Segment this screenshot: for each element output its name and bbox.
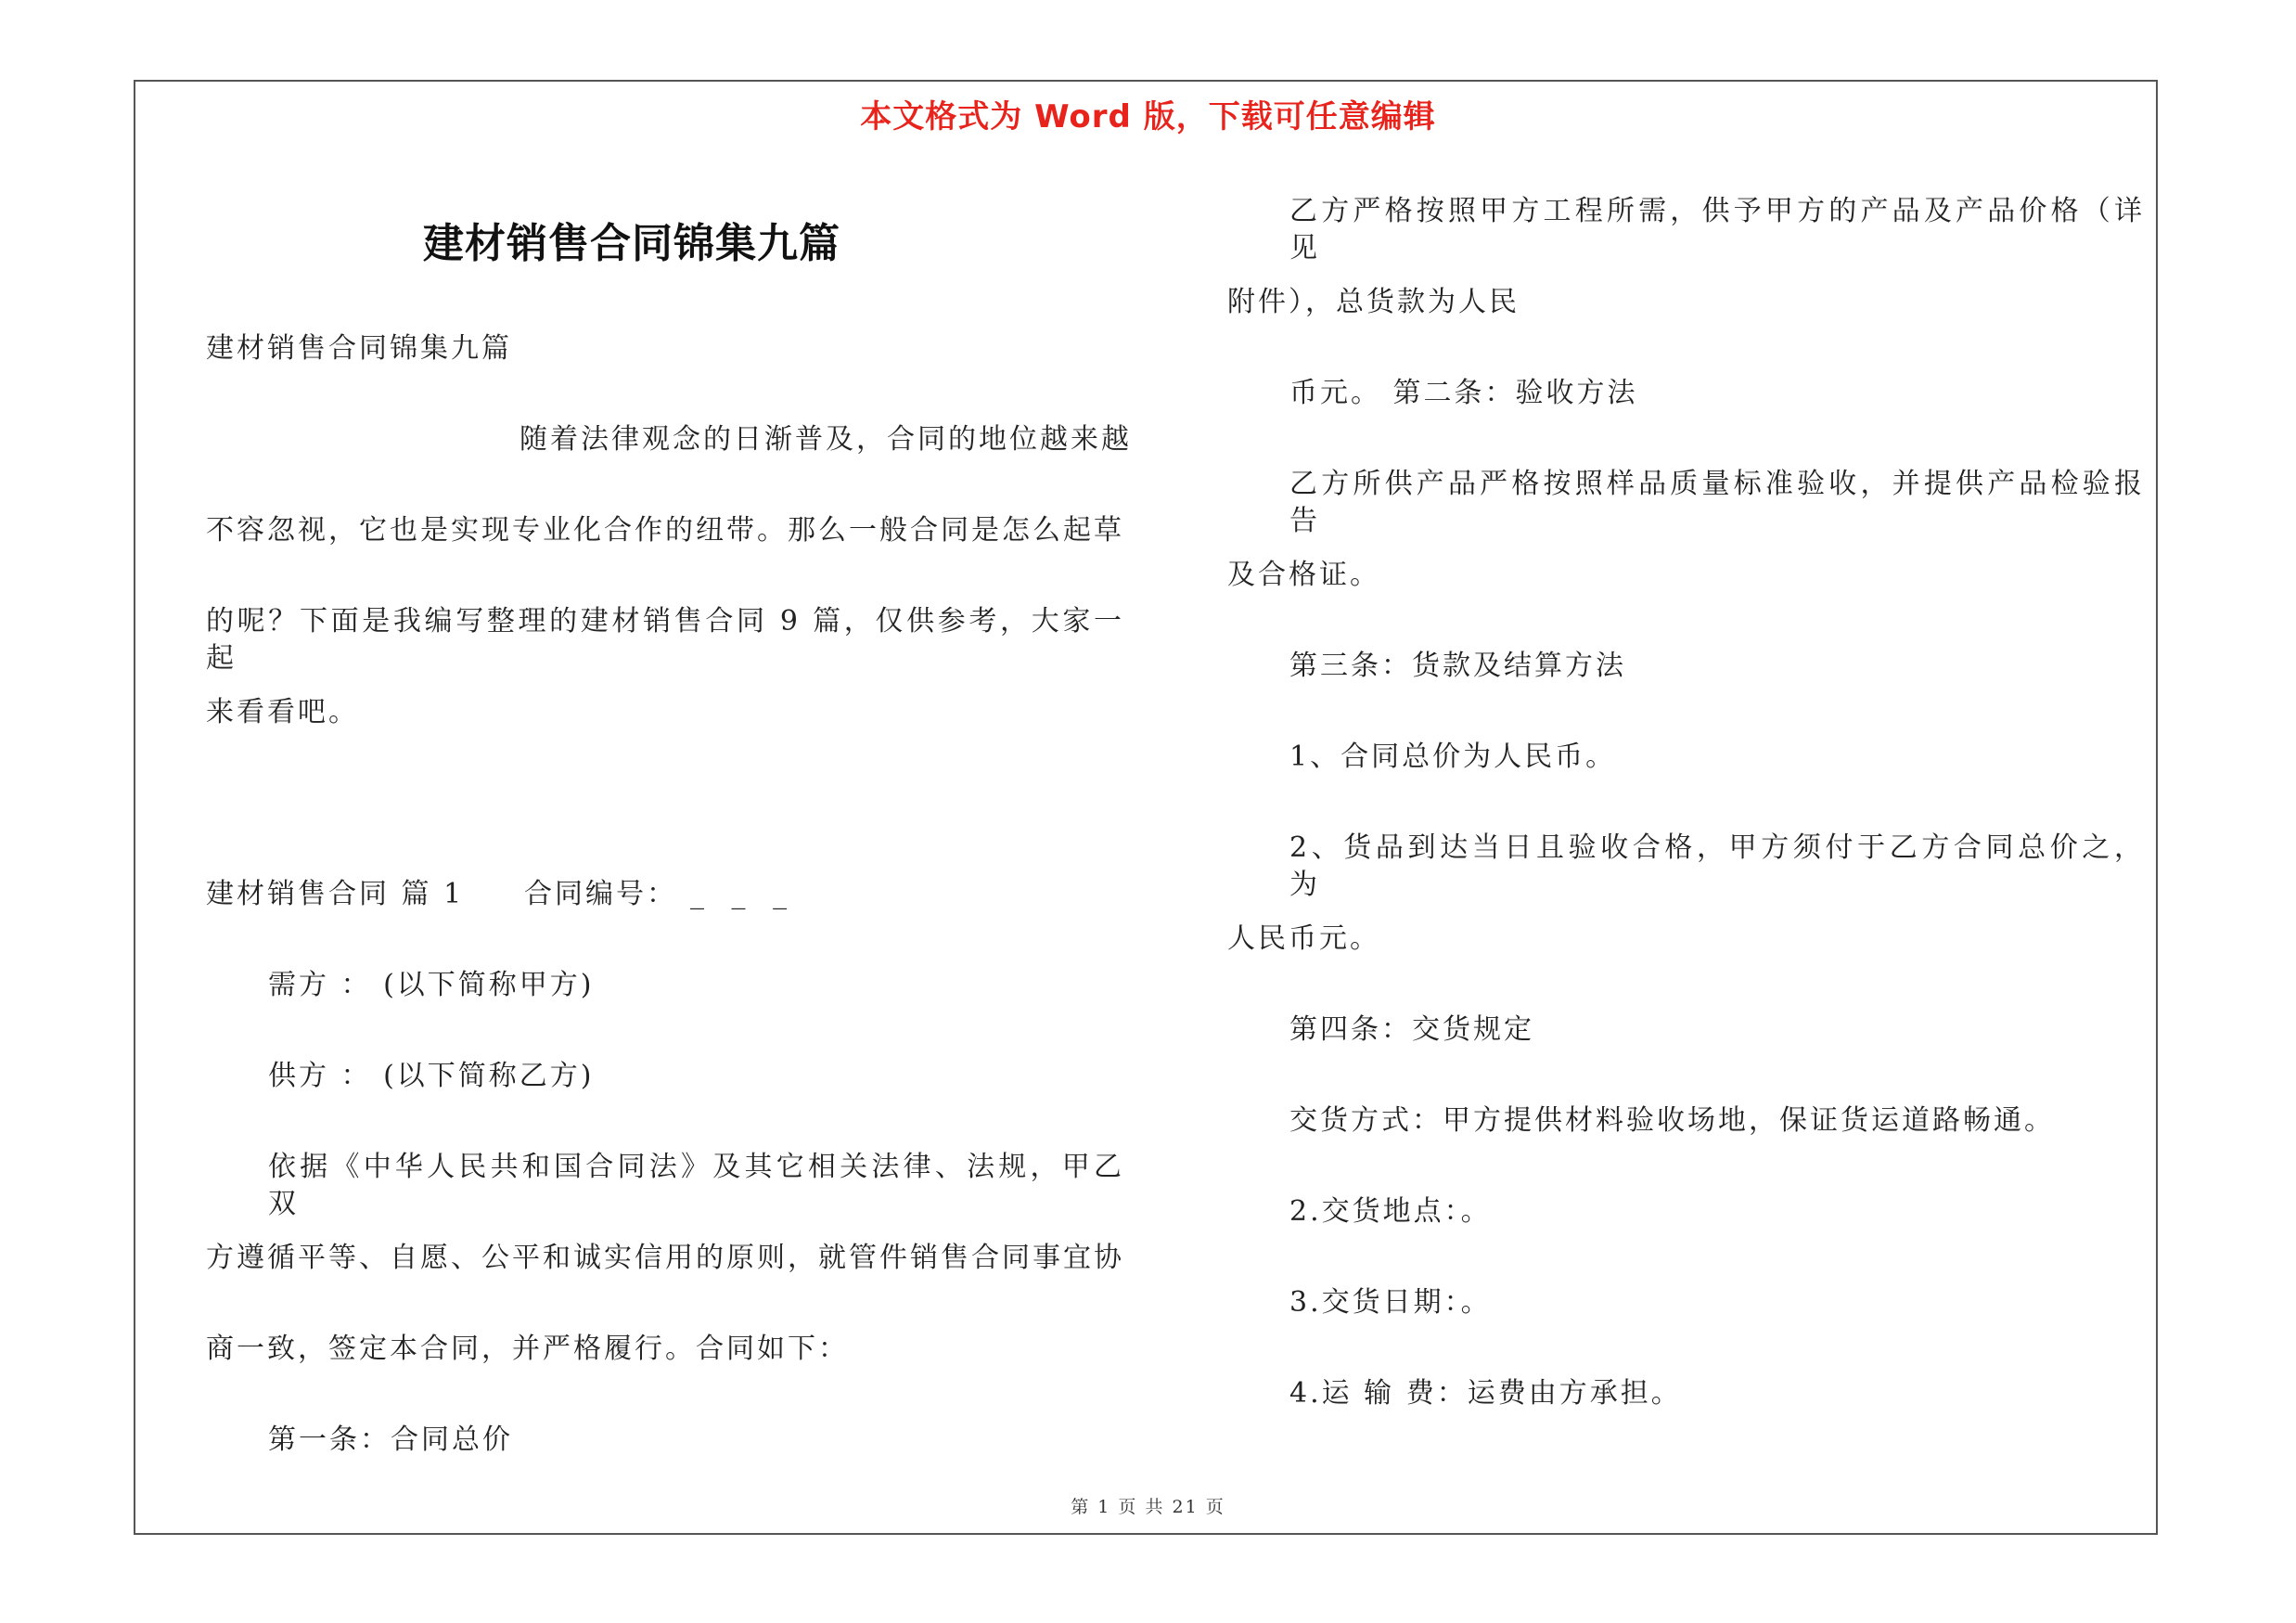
inspection-line-1: 乙方所供产品严格按照样品质量标准验收，并提供产品检验报告 bbox=[1289, 468, 2145, 537]
word-format-banner: 本文格式为 Word 版，下载可任意编辑 bbox=[860, 98, 1436, 135]
contract-heading: 建材销售合同 篇 1 bbox=[206, 878, 465, 910]
delivery-place: 2.交货地点：。 bbox=[1289, 1195, 1492, 1228]
payment-item-2-line-1: 2、货品到达当日且验收合格，甲方须付于乙方合同总价之， 为 bbox=[1289, 831, 2145, 901]
article-1-heading: 第一条：合同总价 bbox=[268, 1423, 513, 1456]
price-line-2: 附件），总货款为人民 bbox=[1227, 286, 1520, 318]
basis-line-1: 依据《中华人民共和国合同法》及其它相关法律、法规，甲乙双 bbox=[268, 1151, 1124, 1220]
payment-item-1: 1、合同总价为人民币。 bbox=[1289, 741, 1617, 773]
delivery-method: 交货方式：甲方提供材料验收场地，保证货运道路畅通。 bbox=[1289, 1104, 2055, 1137]
basis-line-2: 方遵循平等、自愿、公平和诚实信用的原则，就管件销售合同事宜协 bbox=[206, 1242, 1124, 1274]
intro-line-4: 来看看吧。 bbox=[206, 696, 359, 728]
subtitle: 建材销售合同锦集九篇 bbox=[206, 332, 512, 365]
buyer-line: 需方 ： (以下简称甲方) bbox=[268, 969, 595, 1001]
page-frame bbox=[134, 80, 2158, 1535]
contract-number bbox=[524, 876, 796, 913]
payment-item-2-line-2: 人民币元。 bbox=[1227, 922, 1380, 955]
intro-line-3: 的呢？下面是我编写整理的建材销售合同 9 篇，仅供参考，大家一起 bbox=[206, 605, 1124, 675]
article-3-heading: 第三条：货款及结算方法 bbox=[1289, 650, 1626, 682]
contract-number-label: 合同编号： bbox=[524, 878, 677, 910]
article-4-heading: 第四条：交货规定 bbox=[1289, 1013, 1534, 1046]
seller-line: 供方 ： (以下简称乙方) bbox=[268, 1060, 595, 1092]
basis-line-3: 商一致，签定本合同，并严格履行。合同如下： bbox=[206, 1333, 849, 1365]
intro-line-2: 不容忽视，它也是实现专业化合作的纽带。那么一般合同是怎么起草 bbox=[206, 514, 1124, 547]
delivery-date: 3.交货日期：。 bbox=[1289, 1286, 1492, 1319]
page-number-footer: 第 1 页 共 21 页 bbox=[1071, 1497, 1225, 1517]
price-line-1: 乙方严格按照甲方工程所需，供予甲方的产品及产品价格（详见 bbox=[1289, 195, 2145, 264]
freight-line: 4.运 输 费：运费由方承担。 bbox=[1289, 1377, 1682, 1410]
document-title: 建材销售合同锦集九篇 bbox=[423, 220, 840, 267]
contract-number-blank: _ _ _ bbox=[690, 878, 797, 910]
inspection-line-2: 及合格证。 bbox=[1227, 559, 1380, 591]
intro-line-1: 随着法律观念的日渐普及，合同的地位越来越 bbox=[519, 423, 1132, 456]
article-2-line: 币元。 第二条：验收方法 bbox=[1289, 377, 1638, 409]
